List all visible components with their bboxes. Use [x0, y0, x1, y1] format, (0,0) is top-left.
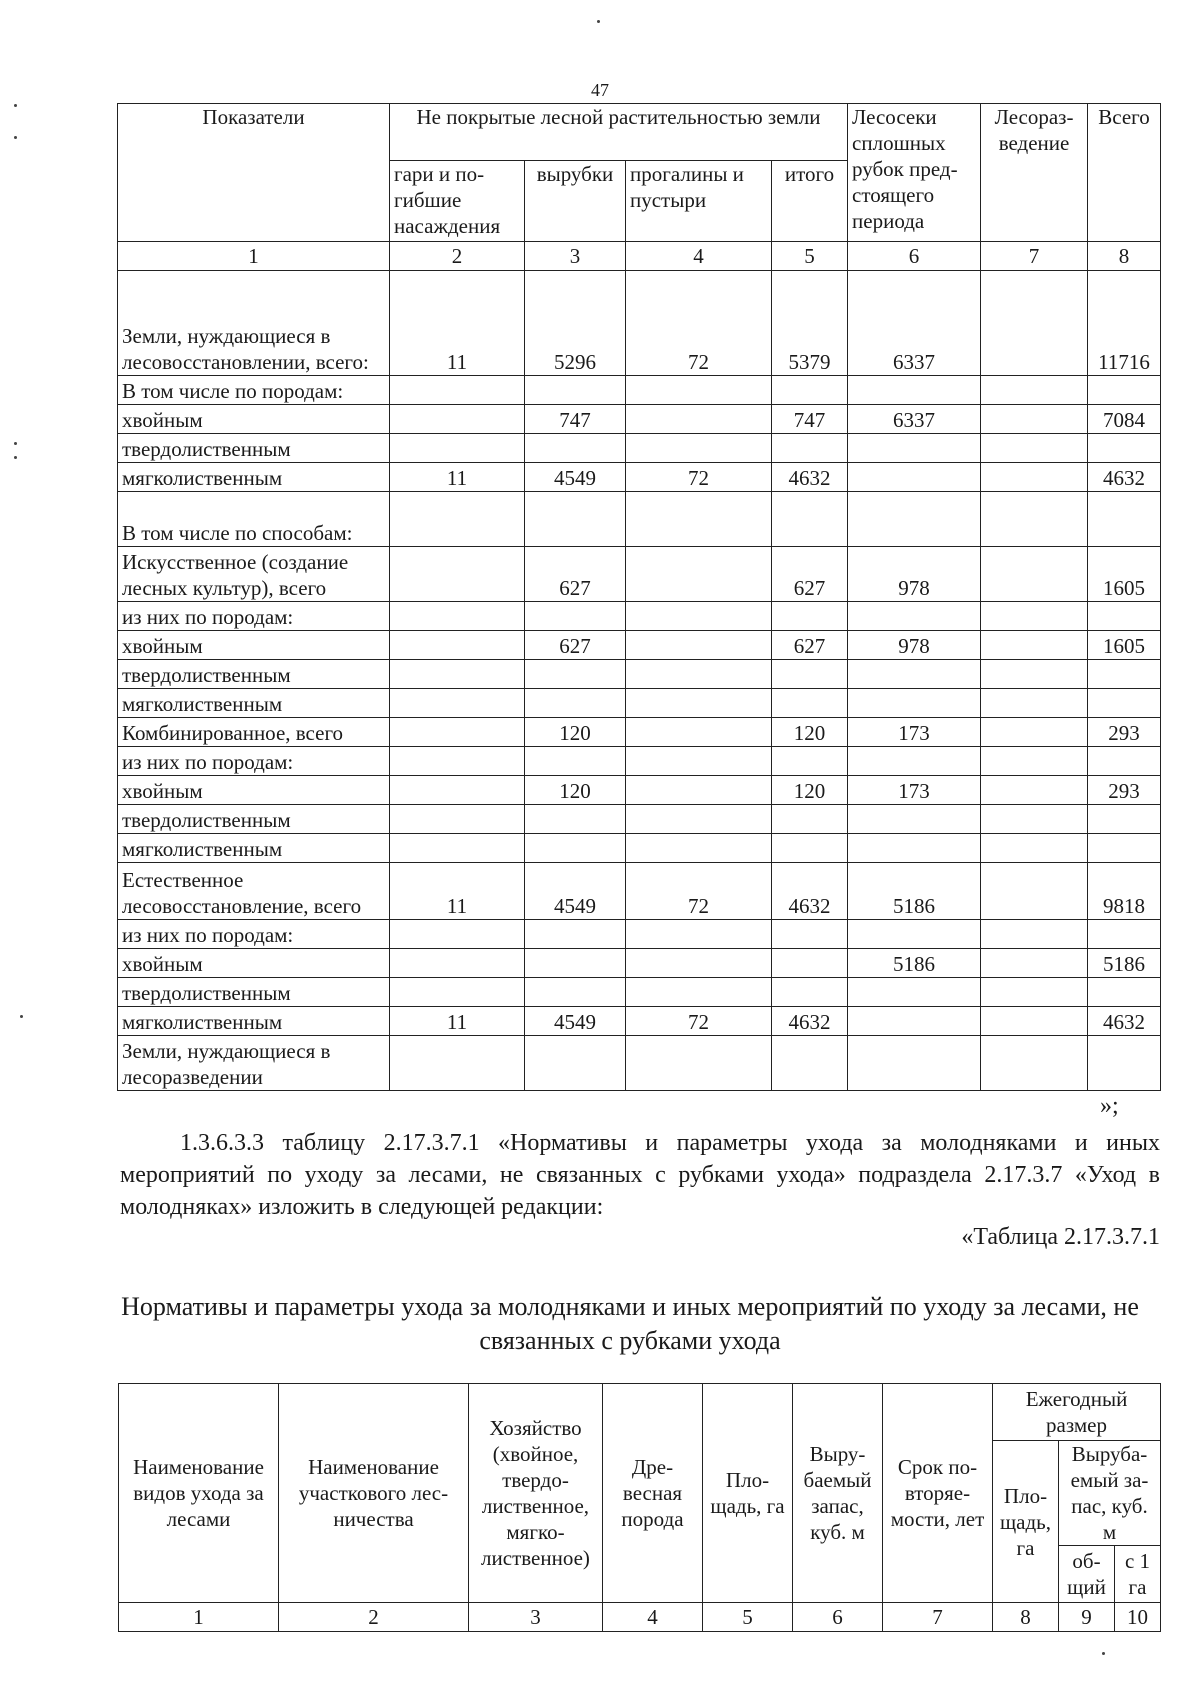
row-label: хвойным	[118, 631, 390, 660]
scan-speck	[14, 442, 17, 445]
table-cell	[390, 602, 525, 631]
table-cell	[626, 920, 772, 949]
table-row	[118, 776, 1161, 805]
table-cell: 978	[848, 547, 981, 602]
table-cell	[772, 805, 848, 834]
table-cell: 1605	[1088, 631, 1161, 660]
header-total: Всего	[1088, 104, 1161, 242]
table-cell	[981, 660, 1088, 689]
table-cell	[981, 776, 1088, 805]
table-cell	[848, 1007, 981, 1036]
header-not-covered: Не покрытые лесной растительностью земли	[390, 104, 848, 161]
table-cell	[772, 434, 848, 463]
table-cell	[981, 602, 1088, 631]
table-cell	[772, 949, 848, 978]
table-cell	[1088, 805, 1161, 834]
table-cell	[626, 689, 772, 718]
row-label: хвойным	[118, 776, 390, 805]
table-cell	[525, 434, 626, 463]
table-row	[118, 949, 1161, 978]
table-cell	[390, 689, 525, 718]
table-cell: 627	[772, 631, 848, 660]
table-cell: 120	[772, 718, 848, 747]
table-cell: 173	[848, 776, 981, 805]
table-cell	[626, 660, 772, 689]
table-cell	[626, 631, 772, 660]
amendment-paragraph: 1.3.6.3.3 таблицу 2.17.3.7.1 «Нормативы и параметры ухода за молодняками и иных мероприятий по уходу за лесами, не связанных с рубками ухода» подраздела 2.17.3.7 «Уход в молодняках» изложить в следующей редакции:	[120, 1130, 1160, 1220]
table-cell: 5296	[525, 271, 626, 376]
column-number: 6	[793, 1603, 883, 1632]
row-label: твердолиственным	[118, 805, 390, 834]
table-cell	[1088, 920, 1161, 949]
table-cell	[390, 660, 525, 689]
header-total-sub: итого	[772, 161, 848, 242]
table-cell: 4632	[1088, 1007, 1161, 1036]
row-label: твердолиственным	[118, 434, 390, 463]
table-cell	[848, 660, 981, 689]
table-cell: 72	[626, 1007, 772, 1036]
header-volume: Выру-баемый запас, куб. м	[793, 1384, 883, 1603]
column-number: 2	[279, 1603, 469, 1632]
table-cell	[525, 834, 626, 863]
table-cell: 5186	[1088, 949, 1161, 978]
header-volume-per-ha: с 1 га	[1115, 1546, 1161, 1603]
table-cell	[626, 718, 772, 747]
table-row	[118, 805, 1161, 834]
table-cell	[848, 747, 981, 776]
column-number: 5	[703, 1603, 793, 1632]
table-row	[118, 660, 1161, 689]
scan-speck	[14, 456, 17, 459]
table-cell	[626, 434, 772, 463]
table-row	[118, 631, 1161, 660]
table-cell	[772, 920, 848, 949]
table-cell: 6337	[848, 271, 981, 376]
table-cell	[626, 978, 772, 1007]
table-cell	[981, 920, 1088, 949]
table-cell	[772, 834, 848, 863]
column-number: 8	[993, 1603, 1059, 1632]
table-row	[118, 863, 1161, 920]
table-cell: 11	[390, 463, 525, 492]
table-cell	[772, 376, 848, 405]
row-label: твердолиственным	[118, 978, 390, 1007]
row-label: хвойным	[118, 949, 390, 978]
table-cell	[981, 405, 1088, 434]
table-cell	[525, 492, 626, 547]
header-volume-total: об-щий	[1059, 1546, 1115, 1603]
table-cell	[390, 920, 525, 949]
table-cell: 4549	[525, 463, 626, 492]
table-cell	[848, 834, 981, 863]
table-row	[118, 547, 1161, 602]
table-cell	[626, 747, 772, 776]
table-cell	[626, 776, 772, 805]
table-row	[118, 978, 1161, 1007]
table-cell: 4549	[525, 1007, 626, 1036]
table2-title: Нормативы и параметры ухода за молодняками и иных мероприятий по уходу за лесами, не связанных с рубками ухода	[121, 1292, 1139, 1355]
table-cell	[772, 978, 848, 1007]
table-cell	[1088, 1036, 1161, 1091]
table-cell: 7084	[1088, 405, 1161, 434]
row-label: Естественное лесовосстановление, всего	[118, 863, 390, 920]
header-annual-area: Пло-щадь, га	[993, 1441, 1059, 1603]
table-cell	[626, 834, 772, 863]
scan-speck	[597, 20, 600, 23]
table-cell: 72	[626, 463, 772, 492]
table-cell	[626, 949, 772, 978]
table-cell	[390, 1036, 525, 1091]
column-number: 4	[626, 242, 772, 271]
table-cell: 978	[848, 631, 981, 660]
table-cell: 4632	[772, 863, 848, 920]
table-cell	[525, 660, 626, 689]
table-cell: 747	[525, 405, 626, 434]
column-number: 7	[883, 1603, 993, 1632]
row-label: твердолиственным	[118, 660, 390, 689]
table-cell	[981, 689, 1088, 718]
table-cell: 11	[390, 271, 525, 376]
table-cell: 4632	[772, 1007, 848, 1036]
table-cell	[525, 978, 626, 1007]
table-cell	[626, 547, 772, 602]
table-cell	[390, 631, 525, 660]
table-cell	[390, 492, 525, 547]
table-cell: 747	[772, 405, 848, 434]
header-glades: прогалины и пустыри	[626, 161, 772, 242]
row-label: Комбинированное, всего	[118, 718, 390, 747]
header-burns: гари и по-гибшие насаждения	[390, 161, 525, 242]
scan-speck	[20, 1015, 23, 1018]
column-number: 2	[390, 242, 525, 271]
table-cell	[390, 978, 525, 1007]
table-cell	[525, 949, 626, 978]
table-cell	[390, 949, 525, 978]
table-cell	[626, 376, 772, 405]
table-cell	[390, 405, 525, 434]
table-cell	[1088, 376, 1161, 405]
table-cell	[390, 547, 525, 602]
table-cell	[981, 547, 1088, 602]
table-cell: 11	[390, 1007, 525, 1036]
table-cell	[525, 376, 626, 405]
column-number: 8	[1088, 242, 1161, 271]
row-label: Земли, нуждающиеся в лесовосстановлении, всего:	[118, 271, 390, 376]
table1-body	[118, 242, 1161, 1091]
table-cell	[390, 718, 525, 747]
header-economy: Хозяйство (хвойное, твердо-лиственное, мягко-лиственное)	[469, 1384, 603, 1603]
table-cell: 5186	[848, 863, 981, 920]
table-cell	[848, 434, 981, 463]
row-label: Земли, нуждающиеся в лесоразведении	[118, 1036, 390, 1091]
table-row	[118, 405, 1161, 434]
forest-regeneration-table	[117, 103, 1161, 1091]
table-row	[118, 920, 1161, 949]
closing-quote: »;	[1100, 1093, 1119, 1119]
table-cell: 72	[626, 271, 772, 376]
table-cell	[981, 978, 1088, 1007]
table-row	[118, 718, 1161, 747]
table-cell	[626, 405, 772, 434]
table-cell: 5186	[848, 949, 981, 978]
table-row	[118, 689, 1161, 718]
column-number: 7	[981, 242, 1088, 271]
table-cell: 5379	[772, 271, 848, 376]
column-number: 4	[603, 1603, 703, 1632]
row-label: В том числе по породам:	[118, 376, 390, 405]
table-cell: 627	[525, 547, 626, 602]
table-row	[118, 1036, 1161, 1091]
table-cell: 72	[626, 863, 772, 920]
header-species: Дре-весная порода	[603, 1384, 703, 1603]
table-cell	[981, 631, 1088, 660]
table-cell	[772, 747, 848, 776]
row-label: из них по породам:	[118, 602, 390, 631]
header-clearings: вырубки	[525, 161, 626, 242]
table-row	[118, 747, 1161, 776]
table-cell	[981, 1007, 1088, 1036]
table-cell	[390, 434, 525, 463]
table-cell	[626, 805, 772, 834]
table-cell	[848, 1036, 981, 1091]
table-cell	[1088, 747, 1161, 776]
table-cell: 293	[1088, 718, 1161, 747]
table-reference: «Таблица 2.17.3.7.1	[961, 1224, 1160, 1250]
table-cell	[525, 689, 626, 718]
table-cell: 120	[772, 776, 848, 805]
row-label: Искусственное (создание лесных культур), всего	[118, 547, 390, 602]
row-label: хвойным	[118, 405, 390, 434]
table-cell	[525, 1036, 626, 1091]
table-cell: 120	[525, 718, 626, 747]
table-cell	[525, 805, 626, 834]
table-cell	[848, 978, 981, 1007]
table-cell	[525, 920, 626, 949]
table-cell	[848, 689, 981, 718]
row-label: мягколиственным	[118, 834, 390, 863]
table-cell	[525, 602, 626, 631]
table-cell	[981, 492, 1088, 547]
table-cell	[848, 492, 981, 547]
table-cell	[390, 747, 525, 776]
scan-speck	[14, 104, 17, 107]
table-row	[118, 1007, 1161, 1036]
table-cell	[626, 492, 772, 547]
table-row	[118, 434, 1161, 463]
table-cell	[848, 376, 981, 405]
table-row	[118, 376, 1161, 405]
table-cell	[981, 271, 1088, 376]
table-cell: 4549	[525, 863, 626, 920]
table-cell	[981, 747, 1088, 776]
table-cell	[626, 602, 772, 631]
column-number: 10	[1115, 1603, 1161, 1632]
table-row	[118, 271, 1161, 376]
header-cutting-areas: Лесосеки сплошных рубок пред-стоящего периода	[848, 104, 981, 242]
column-number: 1	[119, 1603, 279, 1632]
table-cell	[981, 1036, 1088, 1091]
table-row	[118, 463, 1161, 492]
table-cell	[981, 863, 1088, 920]
table-cell	[390, 376, 525, 405]
table-cell	[1088, 602, 1161, 631]
table-cell	[390, 834, 525, 863]
table-cell	[981, 434, 1088, 463]
table-cell	[772, 602, 848, 631]
column-number: 1	[118, 242, 390, 271]
header-annual-volume: Выруба-емый за-пас, куб. м	[1059, 1441, 1161, 1546]
table-cell	[525, 747, 626, 776]
table-cell	[772, 689, 848, 718]
column-number: 3	[525, 242, 626, 271]
row-label: мягколиственным	[118, 1007, 390, 1036]
row-label: В том числе по способам:	[118, 492, 390, 547]
table1-column-numbers	[118, 242, 1161, 271]
scan-speck	[1102, 1652, 1105, 1655]
table-cell	[1088, 689, 1161, 718]
header-indicators: Показатели	[118, 104, 390, 242]
page-number: 47	[591, 80, 609, 100]
table-cell	[772, 492, 848, 547]
table-cell	[1088, 834, 1161, 863]
table-cell	[772, 1036, 848, 1091]
table-cell	[390, 805, 525, 834]
table-cell	[1088, 978, 1161, 1007]
row-label: мягколиственным	[118, 463, 390, 492]
table2-column-numbers	[119, 1603, 1161, 1632]
table-cell	[981, 463, 1088, 492]
header-area: Пло-щадь, га	[703, 1384, 793, 1603]
row-label: из них по породам:	[118, 920, 390, 949]
column-number: 9	[1059, 1603, 1115, 1632]
table-cell	[772, 660, 848, 689]
table-cell	[1088, 660, 1161, 689]
table-cell: 6337	[848, 405, 981, 434]
table-cell: 173	[848, 718, 981, 747]
table-cell: 627	[525, 631, 626, 660]
table-cell	[981, 718, 1088, 747]
table-cell	[1088, 492, 1161, 547]
care-standards-table	[118, 1383, 1161, 1632]
table-cell: 4632	[772, 463, 848, 492]
table-cell: 11	[390, 863, 525, 920]
table-cell: 120	[525, 776, 626, 805]
row-label: из них по породам:	[118, 747, 390, 776]
table-cell: 11716	[1088, 271, 1161, 376]
column-number: 3	[469, 1603, 603, 1632]
header-care-types: Наименование видов ухода за лесами	[119, 1384, 279, 1603]
header-afforestation: Лесораз-ведение	[981, 104, 1088, 242]
table-cell	[981, 376, 1088, 405]
table-cell	[626, 1036, 772, 1091]
scan-speck	[14, 136, 17, 139]
header-annual: Ежегодный размер	[993, 1384, 1161, 1441]
table-row	[118, 834, 1161, 863]
table-cell: 4632	[1088, 463, 1161, 492]
table-cell	[1088, 434, 1161, 463]
table-cell	[848, 920, 981, 949]
table-cell: 627	[772, 547, 848, 602]
table-cell	[848, 805, 981, 834]
table-cell: 293	[1088, 776, 1161, 805]
table-row	[118, 492, 1161, 547]
table-cell	[848, 602, 981, 631]
table-cell: 9818	[1088, 863, 1161, 920]
table-cell	[848, 463, 981, 492]
header-district: Наименование участкового лес-ничества	[279, 1384, 469, 1603]
column-number: 6	[848, 242, 981, 271]
row-label: мягколиственным	[118, 689, 390, 718]
table-cell	[390, 776, 525, 805]
table-cell: 1605	[1088, 547, 1161, 602]
table-cell	[981, 805, 1088, 834]
table-cell	[981, 834, 1088, 863]
column-number: 5	[772, 242, 848, 271]
table-row	[118, 602, 1161, 631]
header-period: Срок по-вторяе-мости, лет	[883, 1384, 993, 1603]
table-cell	[981, 949, 1088, 978]
